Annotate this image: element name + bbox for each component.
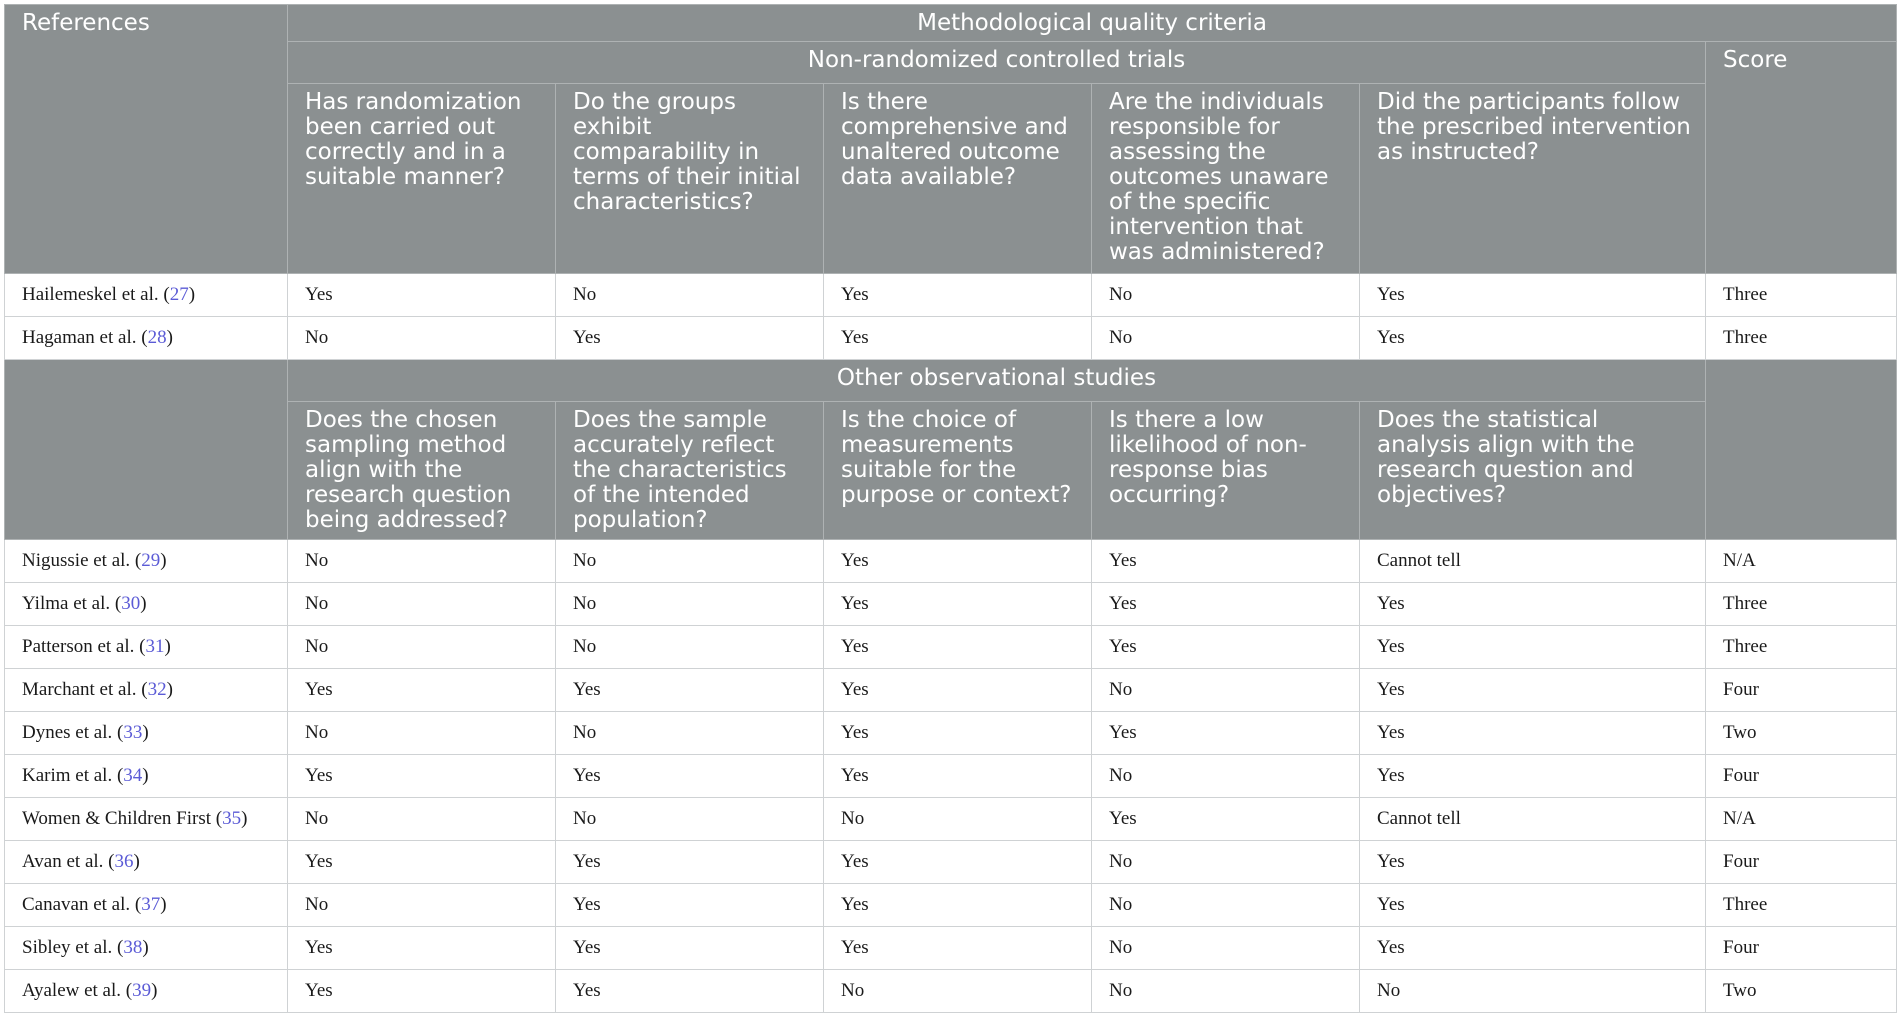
section-title: Non-randomized controlled trials [288,42,1706,84]
answer-cell: Yes [1092,540,1360,583]
answer-cell: Yes [556,755,824,798]
question-header: Are the individuals responsible for assessing the outcomes unaware of the specific intervention that was administered? [1092,84,1360,274]
table-row [5,317,1897,360]
answer-cell: Yes [1360,583,1706,626]
question-header: Is the choice of measurements suitable for the purpose or context? [824,402,1092,540]
answer-cell: Cannot tell [1360,798,1706,841]
score-header: Score [1706,42,1897,274]
answer-cell: No [288,798,556,841]
score-cell: Three [1706,884,1897,927]
citation-link[interactable]: 36 [114,851,134,872]
question-header: Does the chosen sampling method align with the research question being addressed? [288,402,556,540]
answer-cell: Yes [1360,755,1706,798]
answer-cell: Yes [1360,626,1706,669]
references-header: References [5,5,288,274]
answer-cell: Yes [824,927,1092,970]
answer-cell: Yes [1092,583,1360,626]
answer-cell: Yes [824,540,1092,583]
score-cell: Four [1706,755,1897,798]
reference-cell: Ayalew et al. (39) [5,970,288,1013]
answer-cell: No [1092,317,1360,360]
question-header: Has randomization been carried out correctly and in a suitable manner? [288,84,556,274]
table-row [5,583,1897,626]
answer-cell: No [556,712,824,755]
score-cell: Four [1706,841,1897,884]
question-header: Does the statistical analysis align with the research question and objectives? [1360,402,1706,540]
table-row [5,884,1897,927]
question-header: Do the groups exhibit comparability in terms of their initial characteristics? [556,84,824,274]
table-row [5,927,1897,970]
answer-cell: No [824,798,1092,841]
reference-cell: Karim et al. (34) [5,755,288,798]
citation-link[interactable]: 34 [123,765,143,786]
answer-cell: Yes [1092,712,1360,755]
answer-cell: Yes [1360,712,1706,755]
header-row-1 [5,5,1897,42]
citation-link[interactable]: 39 [132,980,152,1001]
answer-cell: No [824,970,1092,1013]
score-cell: Two [1706,712,1897,755]
question-header: Does the sample accurately reflect the characteristics of the intended population? [556,402,824,540]
answer-cell: Yes [288,755,556,798]
table-row [5,798,1897,841]
table-row [5,755,1897,798]
answer-cell: No [1092,970,1360,1013]
reference-cell: Dynes et al. (33) [5,712,288,755]
reference-cell: Hagaman et al. (28) [5,317,288,360]
reference-cell: Hailemeskel et al. (27) [5,274,288,317]
answer-cell: Yes [824,317,1092,360]
answer-cell: Yes [824,712,1092,755]
reference-cell: Yilma et al. (30) [5,583,288,626]
answer-cell: Yes [1360,927,1706,970]
answer-cell: No [288,884,556,927]
reference-cell: Patterson et al. (31) [5,626,288,669]
answer-cell: No [1092,927,1360,970]
table-body [5,5,1897,1013]
answer-cell: Yes [824,583,1092,626]
answer-cell: Yes [1360,669,1706,712]
table-row [5,626,1897,669]
table-row [5,540,1897,583]
score-cell: Four [1706,927,1897,970]
answer-cell: No [1360,970,1706,1013]
section-title-row [5,360,1897,402]
citation-link[interactable]: 30 [121,593,141,614]
answer-cell: No [288,317,556,360]
quality-assessment-table [4,4,1897,1013]
answer-cell: Yes [288,927,556,970]
answer-cell: No [1092,884,1360,927]
answer-cell: No [288,712,556,755]
score-cell: Four [1706,669,1897,712]
question-row [5,84,1897,274]
answer-cell: Yes [556,841,824,884]
answer-cell: Yes [1360,841,1706,884]
citation-link[interactable]: 38 [123,937,143,958]
citation-link[interactable]: 28 [147,327,167,348]
table-row [5,712,1897,755]
reference-cell: Women & Children First (35) [5,798,288,841]
table-row [5,841,1897,884]
methodological-header: Methodological quality criteria [288,5,1897,42]
empty-header-cell [1706,360,1897,540]
question-header: Is there a low likelihood of non-response bias occurring? [1092,402,1360,540]
question-row [5,402,1897,540]
answer-cell: No [556,583,824,626]
question-header: Did the participants follow the prescribed intervention as instructed? [1360,84,1706,274]
answer-cell: No [556,540,824,583]
score-cell: Three [1706,583,1897,626]
answer-cell: Yes [824,841,1092,884]
answer-cell: Yes [1092,626,1360,669]
score-cell: Three [1706,317,1897,360]
citation-link[interactable]: 27 [169,284,189,305]
answer-cell: Yes [824,626,1092,669]
score-cell: Three [1706,626,1897,669]
section-title: Other observational studies [288,360,1706,402]
answer-cell: Yes [556,884,824,927]
answer-cell: Yes [1092,798,1360,841]
answer-cell: Yes [556,669,824,712]
citation-link[interactable]: 31 [145,636,165,657]
score-cell: Three [1706,274,1897,317]
table-row [5,274,1897,317]
answer-cell: No [1092,274,1360,317]
answer-cell: Yes [824,884,1092,927]
answer-cell: Yes [1360,884,1706,927]
answer-cell: Yes [824,274,1092,317]
score-cell: Two [1706,970,1897,1013]
reference-cell: Avan et al. (36) [5,841,288,884]
citation-link[interactable]: 33 [123,722,143,743]
section-title-row [5,42,1897,84]
answer-cell: No [1092,669,1360,712]
score-cell: N/A [1706,540,1897,583]
answer-cell: Yes [1360,274,1706,317]
question-header: Is there comprehensive and unaltered outcome data available? [824,84,1092,274]
answer-cell: No [288,540,556,583]
answer-cell: Yes [1360,317,1706,360]
reference-cell: Canavan et al. (37) [5,884,288,927]
answer-cell: No [1092,755,1360,798]
citation-link[interactable]: 37 [141,894,161,915]
answer-cell: Yes [288,841,556,884]
answer-cell: No [288,626,556,669]
reference-cell: Marchant et al. (32) [5,669,288,712]
empty-header-cell [5,360,288,540]
citation-link[interactable]: 35 [222,808,242,829]
answer-cell: Yes [556,317,824,360]
answer-cell: Yes [556,927,824,970]
answer-cell: Yes [824,755,1092,798]
reference-cell: Nigussie et al. (29) [5,540,288,583]
answer-cell: Yes [288,669,556,712]
answer-cell: Yes [288,274,556,317]
answer-cell: Yes [824,669,1092,712]
answer-cell: Yes [288,970,556,1013]
table-row [5,970,1897,1013]
answer-cell: Cannot tell [1360,540,1706,583]
answer-cell: No [1092,841,1360,884]
reference-cell: Sibley et al. (38) [5,927,288,970]
answer-cell: No [556,626,824,669]
table-row [5,669,1897,712]
answer-cell: Yes [556,970,824,1013]
answer-cell: No [288,583,556,626]
score-cell: N/A [1706,798,1897,841]
answer-cell: No [556,798,824,841]
citation-link[interactable]: 32 [147,679,167,700]
answer-cell: No [556,274,824,317]
citation-link[interactable]: 29 [141,550,161,571]
